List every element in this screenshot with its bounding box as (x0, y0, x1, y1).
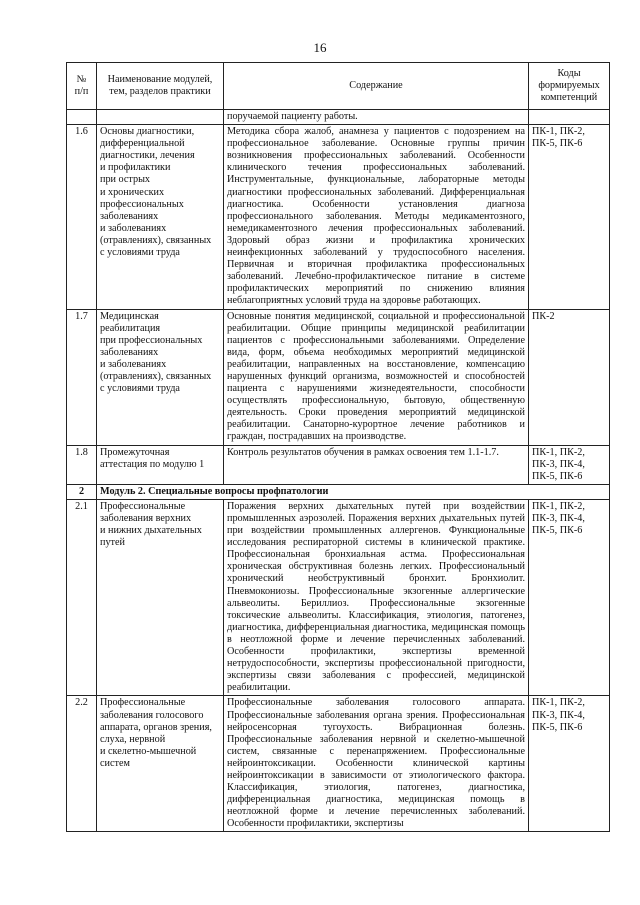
row-num: 1.6 (67, 125, 97, 309)
row-codes (529, 110, 610, 125)
row-num (67, 110, 97, 125)
col-header-num: № п/п (67, 63, 97, 110)
col-header-codes: Коды формируемых компетенций (529, 63, 610, 110)
row-content: Поражения верхних дыхательных путей при воздействии промышленных аэрозолей. Поражения верхних дыхательных путей при воздействии промышленных аллергенов. Функциональные исследования респираторной системы в клинической практике. Профессиональная бронхиальная астма. Профессиональная хроническая обструктивная болезнь легких. Профессиональный хронический необструктивный бронхит. Бронхиолит. Пневмокониозы. Профессиональные экзогенные аллергические альвеолиты. Бериллиоз. Профессиональные экзогенные токсические альвеолиты. Классификация, этиология, патогенез, диагностика, дифференциальная диагностика, медицинская помощь в неотложной форме и лечение перечисленных заболеваний. Особенности профилактики, экспертизы временной нетрудоспособности, экспертизы профессиональной пригодности, экспертизы связи заболевания с профессией, медицинской реабилитации. (224, 499, 529, 696)
row-content: Основные понятия медицинской, социальной и профессиональной реабилитации. Общие принципы медицинской реабилитации пациентов с профессиональными заболеваниями. Определение вида, форм, объема необходимых мероприятий медицинской реабилитации, направленных на восстановление, компенсацию нарушенных функций организма, возможностей и способностей пациента с нарушениями жизнедеятельности, способности осуществлять профессиональную, бытовую, общественную деятельность. Сроки проведения мероприятий медицинской реабилитации. Санаторно-курортное лечение работников и граждан, пострадавших на производстве. (224, 309, 529, 445)
curriculum-table (66, 62, 610, 832)
row-codes: ПК-1, ПК-2, ПК-3, ПК-4, ПК-5, ПК-6 (529, 696, 610, 832)
row-codes: ПК-1, ПК-2, ПК-5, ПК-6 (529, 125, 610, 309)
table-row (67, 445, 610, 484)
row-num: 2.2 (67, 696, 97, 832)
col-header-name: Наименование модулей, тем, разделов практики (97, 63, 224, 110)
row-content: Профессиональные заболевания голосового аппарата. Профессиональные заболевания органа зрения. Профессиональная нейросенсорная тугоухость. Вибрационная болезнь. Профессиональные заболевания нервной и скелетно-мышечной систем, связанные с перенапряжением. Профессиональные нейроинтоксикации. Особенности клинической картины нейроинтоксикации в зависимости от этиологического фактора. Классификация, этиология, патогенез, диагностика, дифференциальная диагностика, медицинская помощь в неотложной форме и лечение перечисленных заболеваний. Особенности профилактики, экспертизы (224, 696, 529, 832)
table-header (67, 63, 610, 110)
module-row (67, 484, 610, 499)
row-codes: ПК-2 (529, 309, 610, 445)
row-num: 1.8 (67, 445, 97, 484)
table-row (67, 110, 610, 125)
row-codes: ПК-1, ПК-2, ПК-3, ПК-4, ПК-5, ПК-6 (529, 499, 610, 696)
page-number: 16 (313, 40, 327, 55)
row-codes: ПК-1, ПК-2, ПК-3, ПК-4, ПК-5, ПК-6 (529, 445, 610, 484)
row-name: Профессиональные заболевания голосового аппарата, органов зрения, слуха, нервной и скелетно-мышечной систем (97, 696, 224, 832)
row-name: Основы диагностики, дифференциальной диагностики, лечения и профилактики при острых и хронических профессиональных заболеваниях и заболеваниях (отравлениях), связанных с условиями труда (97, 125, 224, 309)
module-title: Модуль 2. Специальные вопросы профпатологии (97, 484, 610, 499)
row-num: 2.1 (67, 499, 97, 696)
row-name: Медицинская реабилитация при профессиональных заболеваниях и заболеваниях (отравлениях), связанных с условиями труда (97, 309, 224, 445)
table-row (67, 309, 610, 445)
row-content: Методика сбора жалоб, анамнеза у пациентов с подозрением на профессиональное заболевание. Основные группы причин возникновения профессиональных заболеваний. Особенности клинического течения профессиональных заболеваний. Инструментальные, функциональные, лабораторные методы диагностики профессиональных заболеваний. Дифференциальная диагностика. Особенности установления диагноза профессионального заболевания. Методы медикаментозного, немедикаментозного лечения профессиональных заболеваний. Здоровый образ жизни и профилактика хронических неинфекционных заболеваний у трудоспособного населения. Первичная и вторичная профилактика профессиональных заболеваний. Лечебно-профилактическое питание в системе профилактических мероприятий по снижению влияния неблагоприятных условий труда на здоровье работающих. (224, 125, 529, 309)
table-row (67, 125, 610, 309)
row-content: поручаемой пациенту работы. (224, 110, 529, 125)
col-header-content: Содержание (224, 63, 529, 110)
row-name (97, 110, 224, 125)
table-row (67, 499, 610, 696)
row-num: 1.7 (67, 309, 97, 445)
module-num: 2 (67, 484, 97, 499)
table-row (67, 696, 610, 832)
row-name: Профессиональные заболевания верхних и нижних дыхательных путей (97, 499, 224, 696)
row-content: Контроль результатов обучения в рамках освоения тем 1.1-1.7. (224, 445, 529, 484)
row-name: Промежуточная аттестация по модулю 1 (97, 445, 224, 484)
